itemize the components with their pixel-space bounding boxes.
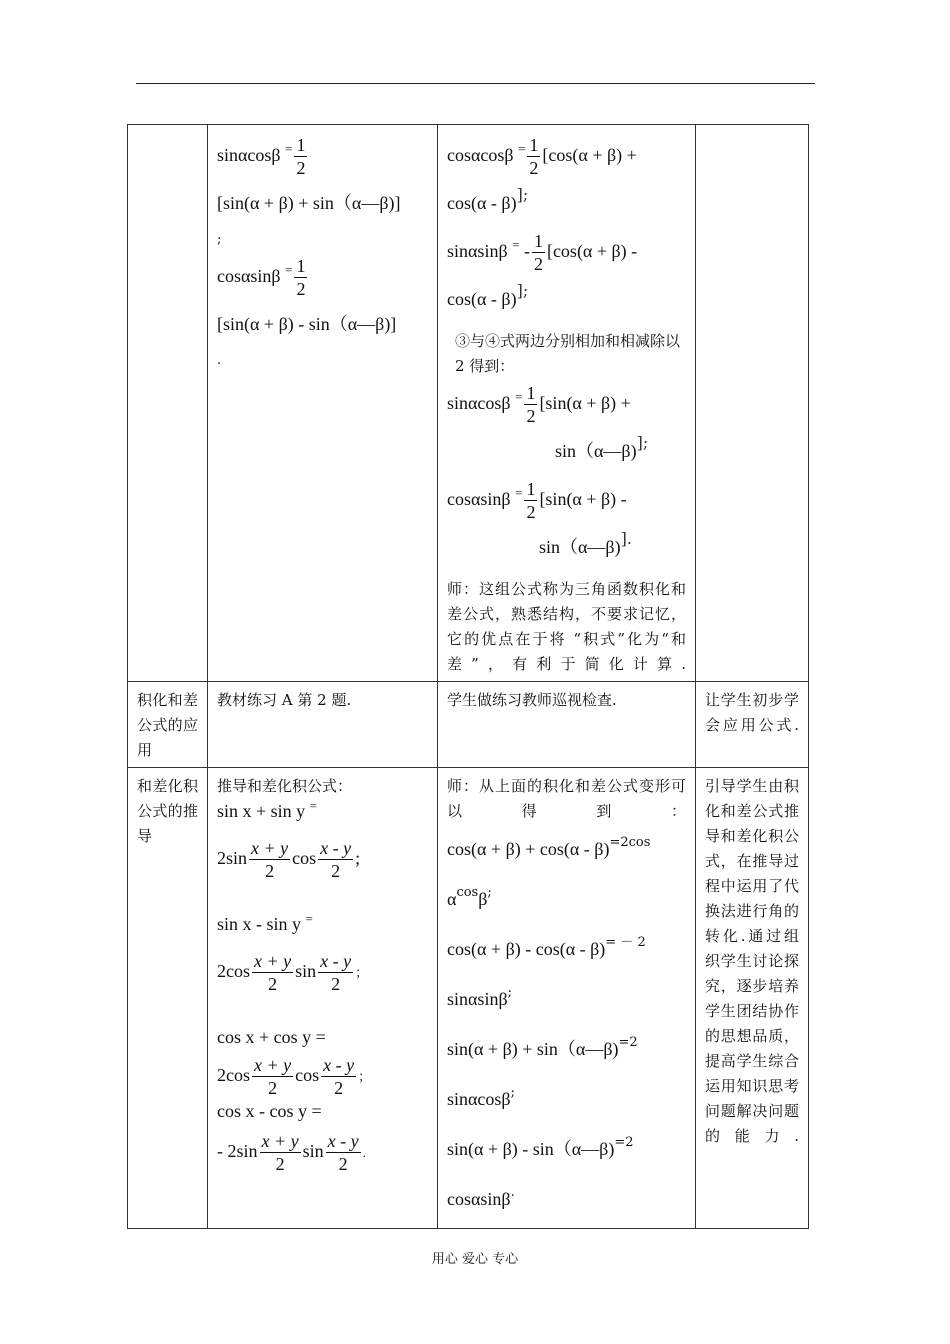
- eq-rest: [sin(α + β) -: [539, 489, 627, 509]
- student-activity: 学生做练习教师巡视检查.: [438, 682, 696, 768]
- table-row: [128, 682, 809, 768]
- lesson-table: [127, 124, 809, 1229]
- formula-lhs: cos x - cos y =: [217, 1101, 322, 1121]
- sum-to-product-formulas: 推导和差化积公式： sin x + sin y = 2sin $\frac{x + y}{2}$ cos $\frac{x - y}{2}$ ; sin x - sin y = 2cos $\frac{x + y}{2}$ sin $\frac{x - y}{2}$ ； cos x + cos y = 2cos $\frac{x + y}{2}$ cos $\frac{x - y}{2}$ ； cos x - cos y = - 2sin $\frac{x + y}{2}$ sin $\frac{x - y}{2}$ .: [208, 768, 438, 1229]
- activity-text: 教材练习 A 第 2 题.: [208, 682, 438, 768]
- eq-cont: cos(α - β): [447, 289, 517, 309]
- formula-rest: [sin(α + β) - sin（α—β)]: [217, 314, 397, 334]
- eq-tail: ];: [636, 433, 649, 452]
- fraction: $\frac{x + y}{2}$: [261, 1131, 299, 1175]
- row1-col4: [696, 125, 809, 682]
- formula-lhs: cos x + cos y =: [217, 1027, 326, 1047]
- teacher-note: 师：这组公式称为三角函数积化和差公式，熟悉结构，不要求记忆，它的优点在于将 “积式”化为“和差”，有利于简化计算.: [447, 580, 686, 673]
- formula-lhs: cosαsinβ: [217, 266, 281, 286]
- eq-tail: ];: [516, 281, 529, 300]
- eq-lhs: cosαcosβ: [447, 145, 514, 165]
- fraction: $\frac{x + y}{2}$: [251, 838, 289, 882]
- row1-col1: [128, 125, 208, 682]
- formula-lhs: sin x + sin y: [217, 801, 306, 821]
- fraction: $\frac{x + y}{2}$: [254, 1055, 292, 1099]
- table-row: [128, 125, 809, 682]
- fraction: $\frac{1}{2}$: [526, 383, 536, 427]
- table-row: [128, 768, 809, 1229]
- teacher-intro: 师：从上面的积化和差公式变形可以得到：: [447, 777, 686, 820]
- purpose-text: 让学生初步学会应用公式.: [696, 682, 809, 768]
- topic-label: 和差化积公式的推导: [128, 768, 208, 1229]
- fraction: $\frac{x - y}{2}$: [323, 1055, 355, 1099]
- eq-lhs: sinαsinβ: [447, 241, 508, 261]
- fraction: $\frac{1}{2}$: [296, 135, 306, 179]
- topic-label: 积化和差公式的应用: [128, 682, 208, 768]
- row1-derivation: cosαcosβ = $\frac{1}{2}$ [cos(α + β) + cos(α - β)]; sinαsinβ = - $\frac{1}{2}$ [cos(α + β) - cos(α - β)]; ③与④式两边分别相加和相减除以 2 得到： sinαcosβ = $\frac{1}{2}$ [sin(α + β) + sin（α—β)]; cosαsinβ = $\frac{1}{2}$ [sin(α + β) - sin（α—β)]. 师：这组公式称为三角函数积化和差公式，熟悉结构，不要求记忆，它的优点在于将 “积式”化为“和差”，有利于简化计算.: [438, 125, 696, 682]
- section-title: 推导和差化积公式：: [217, 777, 353, 795]
- product-to-sum-derivation: 师：从上面的积化和差公式变形可以得到： cos(α + β) + cos(α - β)=2cos αcosβ; cos(α + β) - cos(α - β)= － 2 sinαsinβ; sin(α + β) + sin（α—β)=2 sinαcosβ; sin(α + β) - sin（α—β)=2 cosαsinβ.: [438, 768, 696, 1229]
- formula-tail: ;: [217, 232, 222, 247]
- eq-rest: [cos(α + β) -: [546, 241, 638, 261]
- eq-cont: cos(α - β): [447, 193, 517, 213]
- eq-tail: ].: [620, 529, 632, 548]
- formula-lhs: sinαcosβ: [217, 145, 281, 165]
- purpose-text: 引导学生由积化和差公式推导和差化积公式，在推导过程中运用了代换法进行角的转化.通过组织学生讨论探究，逐步培养学生团结协作的思想品质，提高学生综合运用知识思考问题解决问题的能力.: [696, 768, 809, 1229]
- fraction: $\frac{1}{2}$: [296, 256, 306, 300]
- eq-tail: ];: [516, 185, 529, 204]
- fraction: $\frac{x - y}{2}$: [327, 1131, 359, 1175]
- eq-rest: [cos(α + β) +: [542, 145, 637, 165]
- row1-formulas: sinαcosβ = $\frac{1}{2}$ [sin(α + β) + sin（α—β)] ; cosαsinβ = $\frac{1}{2}$ [sin(α + β) - sin（α—β)] .: [208, 125, 438, 682]
- fraction: $\frac{x - y}{2}$: [320, 951, 352, 995]
- note-text: ③与④式两边分别相加和相减除以 2 得到：: [455, 332, 681, 375]
- fraction: $\frac{1}{2}$: [526, 479, 536, 523]
- eq-lhs: cosαsinβ: [447, 489, 511, 509]
- page-footer: 用心 爱心 专心: [431, 1252, 519, 1267]
- eq-rest: [sin(α + β) +: [539, 393, 631, 413]
- eq-cont: sin（α—β): [539, 537, 621, 557]
- formula-rest: [sin(α + β) + sin（α—β)]: [217, 193, 401, 213]
- eq-cont: sin（α—β): [555, 441, 637, 461]
- fraction: $\frac{1}{2}$: [533, 231, 543, 275]
- eq-lhs: sinαcosβ: [447, 393, 511, 413]
- header-rule: [136, 83, 815, 84]
- formula-tail: .: [217, 353, 222, 368]
- fraction: $\frac{x - y}{2}$: [320, 838, 352, 882]
- formula-lhs: sin x - sin y: [217, 914, 302, 934]
- fraction: $\frac{1}{2}$: [529, 135, 539, 179]
- fraction: $\frac{x + y}{2}$: [254, 951, 292, 995]
